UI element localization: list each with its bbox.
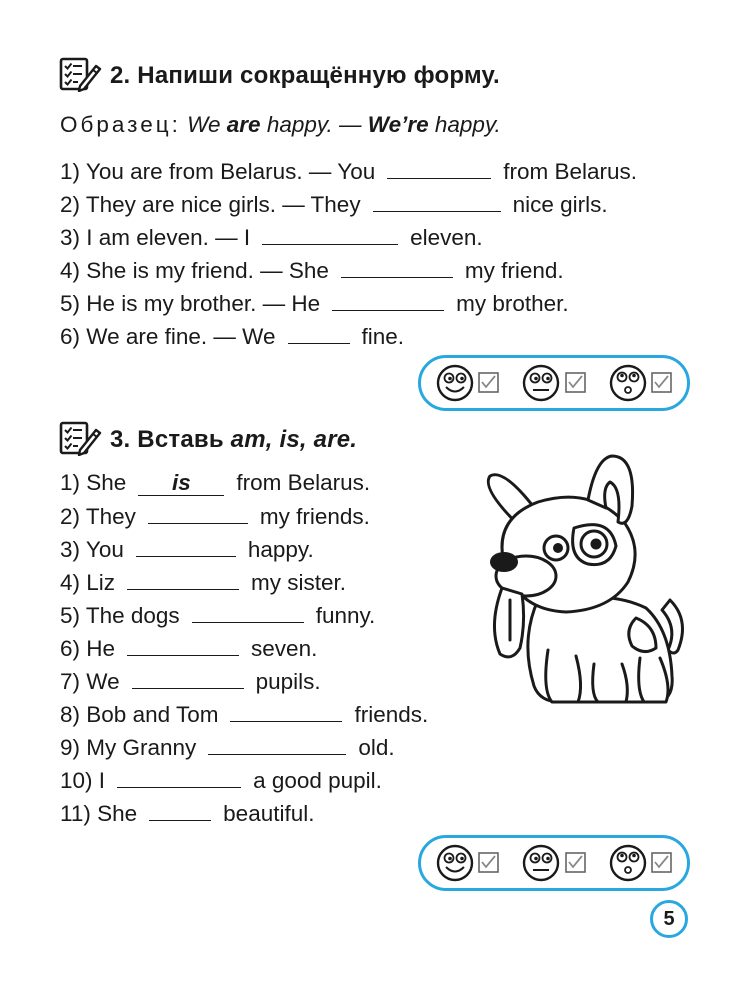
line-text: old. bbox=[358, 735, 395, 760]
task-pencil-icon bbox=[58, 56, 102, 92]
line-number: 9) bbox=[60, 735, 81, 760]
line-text: pupils. bbox=[255, 669, 321, 694]
line-number: 2) bbox=[60, 504, 81, 529]
sample-answer: is bbox=[138, 471, 224, 496]
exercise-3-line bbox=[60, 734, 395, 761]
confused-face-icon bbox=[611, 366, 645, 400]
exercise-3-number: 3. bbox=[110, 426, 131, 453]
sample-dash: — bbox=[338, 112, 362, 137]
answer-blank[interactable] bbox=[148, 503, 248, 524]
line-number: 4) bbox=[60, 570, 81, 595]
line-text: The dogs bbox=[85, 603, 180, 628]
answer-blank[interactable] bbox=[127, 635, 239, 656]
exercise-3-line bbox=[60, 701, 428, 728]
line-number: 10) bbox=[60, 768, 93, 793]
line-text: beautiful. bbox=[223, 801, 315, 826]
exercise-2-sample bbox=[60, 112, 501, 138]
line-text: My Granny bbox=[86, 735, 197, 760]
answer-blank[interactable] bbox=[132, 668, 244, 689]
answer-blank[interactable] bbox=[192, 602, 304, 623]
line-number: 11) bbox=[60, 801, 91, 826]
line-number: 7) bbox=[60, 669, 81, 694]
self-assessment-icons bbox=[421, 838, 687, 888]
line-text: She bbox=[86, 470, 127, 495]
line-text: a good pupil. bbox=[253, 768, 382, 793]
answer-blank[interactable] bbox=[341, 257, 453, 278]
exercise-3-heading: Вставь bbox=[137, 426, 224, 453]
line-number: 8) bbox=[60, 702, 81, 727]
line-text: We bbox=[86, 669, 120, 694]
line-number: 1) bbox=[60, 159, 81, 184]
task-pencil-icon bbox=[58, 420, 102, 456]
line-number: 3) bbox=[60, 537, 81, 562]
sample-word: We’re bbox=[367, 112, 429, 137]
line-text: Liz bbox=[86, 570, 116, 595]
exercise-2-heading: Напиши сокращённую форму. bbox=[137, 62, 500, 89]
answer-blank[interactable] bbox=[117, 767, 241, 788]
line-text: happy. bbox=[247, 537, 314, 562]
line-text: I bbox=[98, 768, 106, 793]
exercise-2-line bbox=[60, 257, 564, 284]
exercise-3-line bbox=[60, 470, 370, 496]
line-text: my brother. bbox=[456, 291, 569, 316]
exercise-3-words: am, is, are. bbox=[230, 426, 358, 453]
line-number: 4) bbox=[60, 258, 81, 283]
neutral-face-icon bbox=[524, 846, 558, 880]
exercise-2-line bbox=[60, 224, 483, 251]
neutral-face-icon bbox=[524, 366, 558, 400]
happy-face-icon bbox=[438, 366, 472, 400]
line-number: 6) bbox=[60, 324, 81, 349]
answer-blank[interactable] bbox=[230, 701, 342, 722]
line-text: She bbox=[97, 801, 138, 826]
answer-blank[interactable] bbox=[127, 569, 239, 590]
sample-word: We bbox=[187, 112, 221, 137]
answer-blank[interactable] bbox=[373, 191, 501, 212]
exercise-2-line bbox=[60, 158, 637, 185]
line-text: I am eleven. — I bbox=[86, 225, 251, 250]
sample-word: are bbox=[226, 112, 261, 137]
line-text: from Belarus. bbox=[236, 470, 371, 495]
line-text: You are from Belarus. — You bbox=[85, 159, 376, 184]
line-text: He bbox=[86, 636, 116, 661]
exercise-3-line bbox=[60, 569, 346, 596]
line-text: my sister. bbox=[251, 570, 347, 595]
line-text: They bbox=[85, 504, 136, 529]
exercise-3-line bbox=[60, 503, 370, 530]
line-number: 5) bbox=[60, 291, 81, 316]
line-text: seven. bbox=[251, 636, 318, 661]
page-number: 5 bbox=[650, 900, 688, 938]
line-text: He is my brother. — He bbox=[86, 291, 321, 316]
line-text: You bbox=[85, 537, 124, 562]
line-text: She is my friend. — She bbox=[86, 258, 329, 283]
answer-blank[interactable] bbox=[208, 734, 346, 755]
line-text: We are fine. — We bbox=[86, 324, 276, 349]
exercise-3-line bbox=[60, 668, 321, 695]
exercise-2-title bbox=[110, 62, 500, 90]
line-number: 6) bbox=[60, 636, 81, 661]
self-assessment-icons bbox=[421, 358, 687, 408]
self-assessment-panel bbox=[418, 835, 690, 891]
answer-blank[interactable] bbox=[149, 800, 211, 821]
exercise-3-line bbox=[60, 767, 382, 794]
line-text: eleven. bbox=[410, 225, 483, 250]
line-text: my friends. bbox=[259, 504, 370, 529]
happy-face-icon bbox=[438, 846, 472, 880]
sample-word: happy. bbox=[266, 112, 333, 137]
line-number: 1) bbox=[60, 470, 81, 495]
exercise-2-line bbox=[60, 191, 608, 218]
exercise-3-line bbox=[60, 536, 314, 563]
line-text: nice girls. bbox=[512, 192, 608, 217]
exercise-2-line bbox=[60, 290, 569, 317]
answer-blank[interactable] bbox=[136, 536, 236, 557]
confused-face-icon bbox=[611, 846, 645, 880]
exercise-3-line bbox=[60, 602, 375, 629]
exercise-3-title bbox=[110, 426, 357, 454]
line-text: friends. bbox=[354, 702, 429, 727]
line-text: funny. bbox=[315, 603, 376, 628]
line-text: my friend. bbox=[464, 258, 564, 283]
exercise-2-line bbox=[60, 323, 404, 350]
answer-blank[interactable] bbox=[288, 323, 350, 344]
exercise-3-line bbox=[60, 635, 317, 662]
answer-blank[interactable] bbox=[332, 290, 444, 311]
self-assessment-panel bbox=[418, 355, 690, 411]
sample-word: happy. bbox=[434, 112, 501, 137]
dog-illustration bbox=[460, 450, 700, 720]
exercise-2-number: 2. bbox=[110, 62, 131, 89]
line-text: They are nice girls. — They bbox=[85, 192, 361, 217]
line-text: fine. bbox=[361, 324, 405, 349]
line-number: 2) bbox=[60, 192, 81, 217]
exercise-3-line bbox=[60, 800, 315, 827]
sample-label: Образец: bbox=[60, 112, 181, 137]
line-number: 3) bbox=[60, 225, 81, 250]
line-number: 5) bbox=[60, 603, 81, 628]
answer-blank[interactable] bbox=[387, 158, 491, 179]
line-text: Bob and Tom bbox=[86, 702, 219, 727]
line-text: from Belarus. bbox=[503, 159, 638, 184]
answer-blank[interactable] bbox=[262, 224, 398, 245]
